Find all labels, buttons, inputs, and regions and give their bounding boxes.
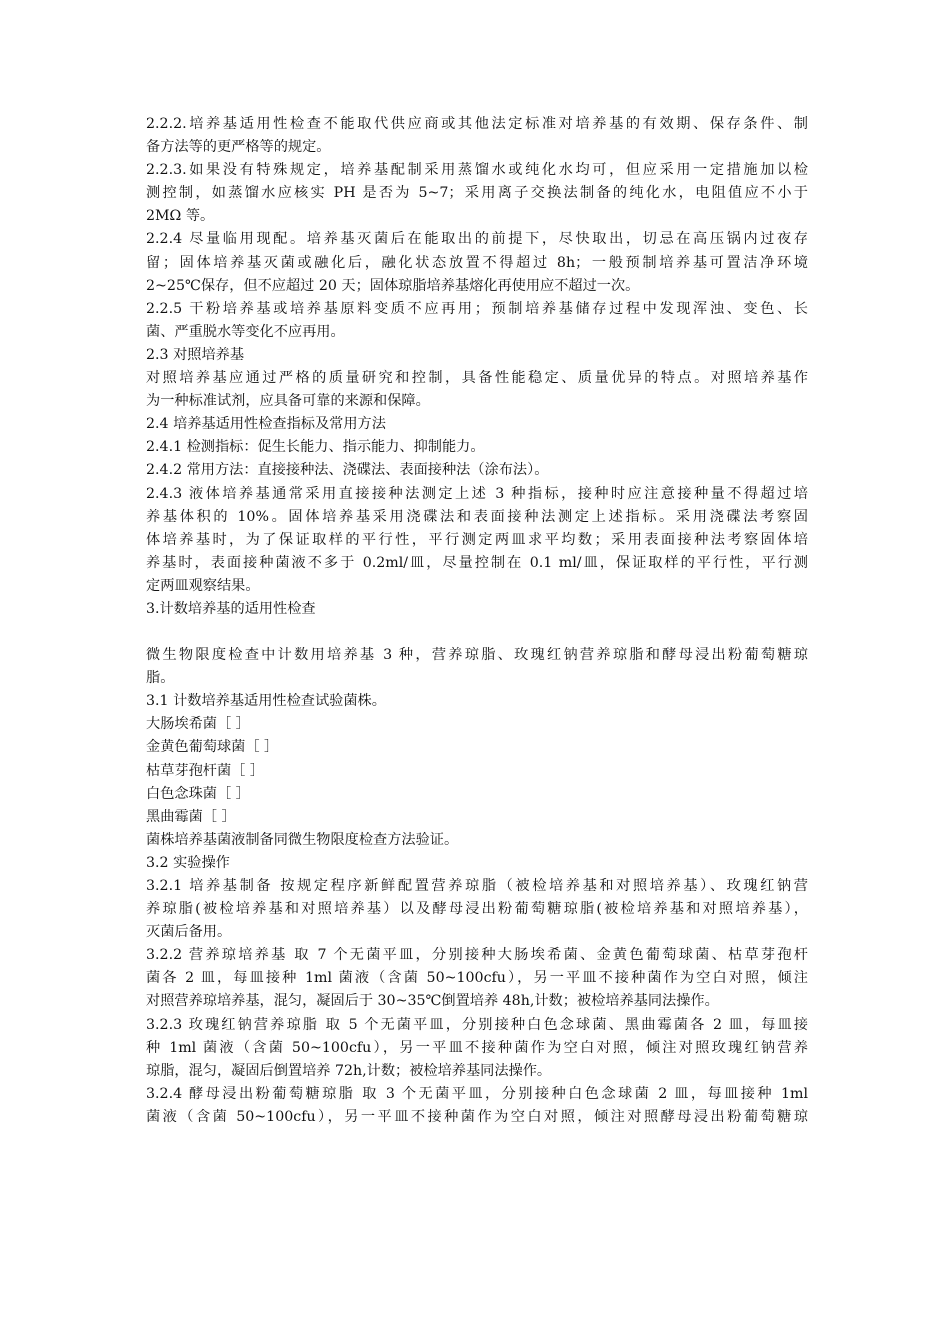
text-line: 3.计数培养基的适用性检查: [146, 600, 316, 617]
text-line: 2.4.3 液体培养基通常采用直接接种法测定上述 3 种指标，接种时应注意接种量不得超过培: [146, 485, 808, 502]
text-line: 3.2.1 培养基制备 按规定程序新鲜配置营养琼脂（被检培养基和对照培养基）、玫瑰红钠营: [146, 878, 808, 894]
text-line: 灭菌后备用。: [146, 924, 232, 941]
text-line: 2~25℃保存，但不应超过 20 天；固体琼脂培养基熔化再使用应不超过一次。: [146, 277, 640, 294]
text-line: 备方法等的更严格等的规定。: [146, 139, 331, 156]
text-line: 枯草芽孢杆菌［ ］: [146, 762, 265, 779]
text-line: 2.2.4 尽量临用现配。培养基灭菌后在能取出的前提下，尽快取出，切忌在高压锅内过夜存: [146, 231, 808, 248]
text-line: 体培养基时，为了保证取样的平行性，平行测定两皿求平均数；采用表面接种法考察固体培: [146, 531, 808, 548]
text-line: 3.2.2 营养琼培养基 取 7 个无菌平皿，分别接种大肠埃希菌、金黄色葡萄球菌、枯草芽孢杆: [146, 947, 808, 964]
text-line: 养琼脂(被检培养基和对照培养基）以及酵母浸出粉葡萄糖琼脂(被检培养基和对照培养基），: [146, 901, 808, 918]
text-line: 脂。: [146, 670, 175, 687]
text-line: 3.2 实验操作: [146, 854, 230, 871]
text-line: 养基体积的 10%。固体培养基采用浇碟法和表面接种法测定上述指标。采用浇碟法考察固: [146, 508, 808, 525]
text-line: 黑曲霉菌［ ］: [146, 808, 236, 825]
text-line: 养基时，表面接种菌液不多于 0.2ml/皿，尽量控制在 0.1 ml/皿，保证取样的平行性，平行测: [146, 554, 808, 571]
text-line: 2.4.2 常用方法：直接接种法、浇碟法、表面接种法（涂布法）。: [146, 462, 549, 479]
text-line: 对照营养琼培养基，混匀，凝固后于 30~35℃倒置培养 48h,计数；被检培养基同法操作。: [146, 993, 719, 1010]
text-line: 微生物限度检查中计数用培养基 3 种，营养琼脂、玫瑰红钠营养琼脂和酵母浸出粉葡萄糖琼: [146, 647, 808, 664]
text-line: 2.2.3.如果没有特殊规定，培养基配制采用蒸馏水或纯化水均可，但应采用一定措施加以检: [146, 162, 808, 179]
paragraph-gap: [146, 621, 808, 644]
text-line: 琼脂，混匀，凝固后倒置培养 72h,计数；被检培养基同法操作。: [146, 1062, 552, 1079]
text-line: 3.2.4 酵母浸出粉葡萄糖琼脂 取 3 个无菌平皿，分别接种白色念球菌 2 皿，每皿接种 1ml: [146, 1085, 808, 1102]
text-line: 菌株培养基菌液制备同微生物限度检查方法验证。: [146, 831, 459, 848]
text-line: 定两皿观察结果。: [146, 577, 260, 594]
text-line: 菌各 2 皿，每皿接种 1ml 菌液（含菌 50~100cfu），另一平皿不接种菌作为空白对照，倾注: [146, 970, 808, 987]
text-line: 2.2.2.培养基适用性检查不能取代供应商或其他法定标准对培养基的有效期、保存条件、制: [146, 116, 808, 132]
text-line: 菌液（含菌 50~100cfu），另一平皿不接种菌作为空白对照，倾注对照酵母浸出粉葡萄糖琼: [146, 1108, 808, 1125]
text-line: 菌、严重脱水等变化不应再用。: [146, 323, 345, 340]
document-page: [146, 113, 808, 1129]
text-line: 大肠埃希菌［ ］: [146, 716, 250, 733]
text-line: 3.1 计数培养基适用性检查试验菌株。: [146, 693, 386, 710]
text-line: 2MΩ 等。: [146, 208, 215, 225]
text-line: 2.4 培养基适用性检查指标及常用方法: [146, 416, 386, 433]
text-line: 留；固体培养基灭菌或融化后，融化状态放置不得超过 8h；一般预制培养基可置洁净环境: [146, 254, 808, 271]
text-line: 3.2.3 玫瑰红钠营养琼脂 取 5 个无菌平皿，分别接种白色念球菌、黑曲霉菌各 2 皿，每皿接: [146, 1016, 808, 1033]
text-line: 为一种标准试剂，应具备可靠的来源和保障。: [146, 393, 430, 410]
text-line: 2.2.5 干粉培养基或培养基原料变质不应再用；预制培养基储存过程中发现浑浊、变色、长: [146, 300, 808, 317]
text-line: 金黄色葡萄球菌［ ］: [146, 739, 279, 756]
text-line: 测控制，如蒸馏水应核实 PH 是否为 5~7；采用离子交换法制备的纯化水，电阻值应不小于: [146, 185, 808, 202]
text-line: 对照培养基应通过严格的质量研究和控制，具备性能稳定、质量优异的特点。对照培养基作: [146, 370, 808, 387]
text-line: 种 1ml 菌液（含菌 50~100cfu），另一平皿不接种菌作为空白对照，倾注对照玫瑰红钠营养: [146, 1039, 808, 1056]
text-line: 白色念珠菌［ ］: [146, 785, 250, 802]
text-line: 2.4.1 检测指标：促生长能力、指示能力、抑制能力。: [146, 439, 485, 456]
text-line: 2.3 对照培养基: [146, 346, 245, 363]
